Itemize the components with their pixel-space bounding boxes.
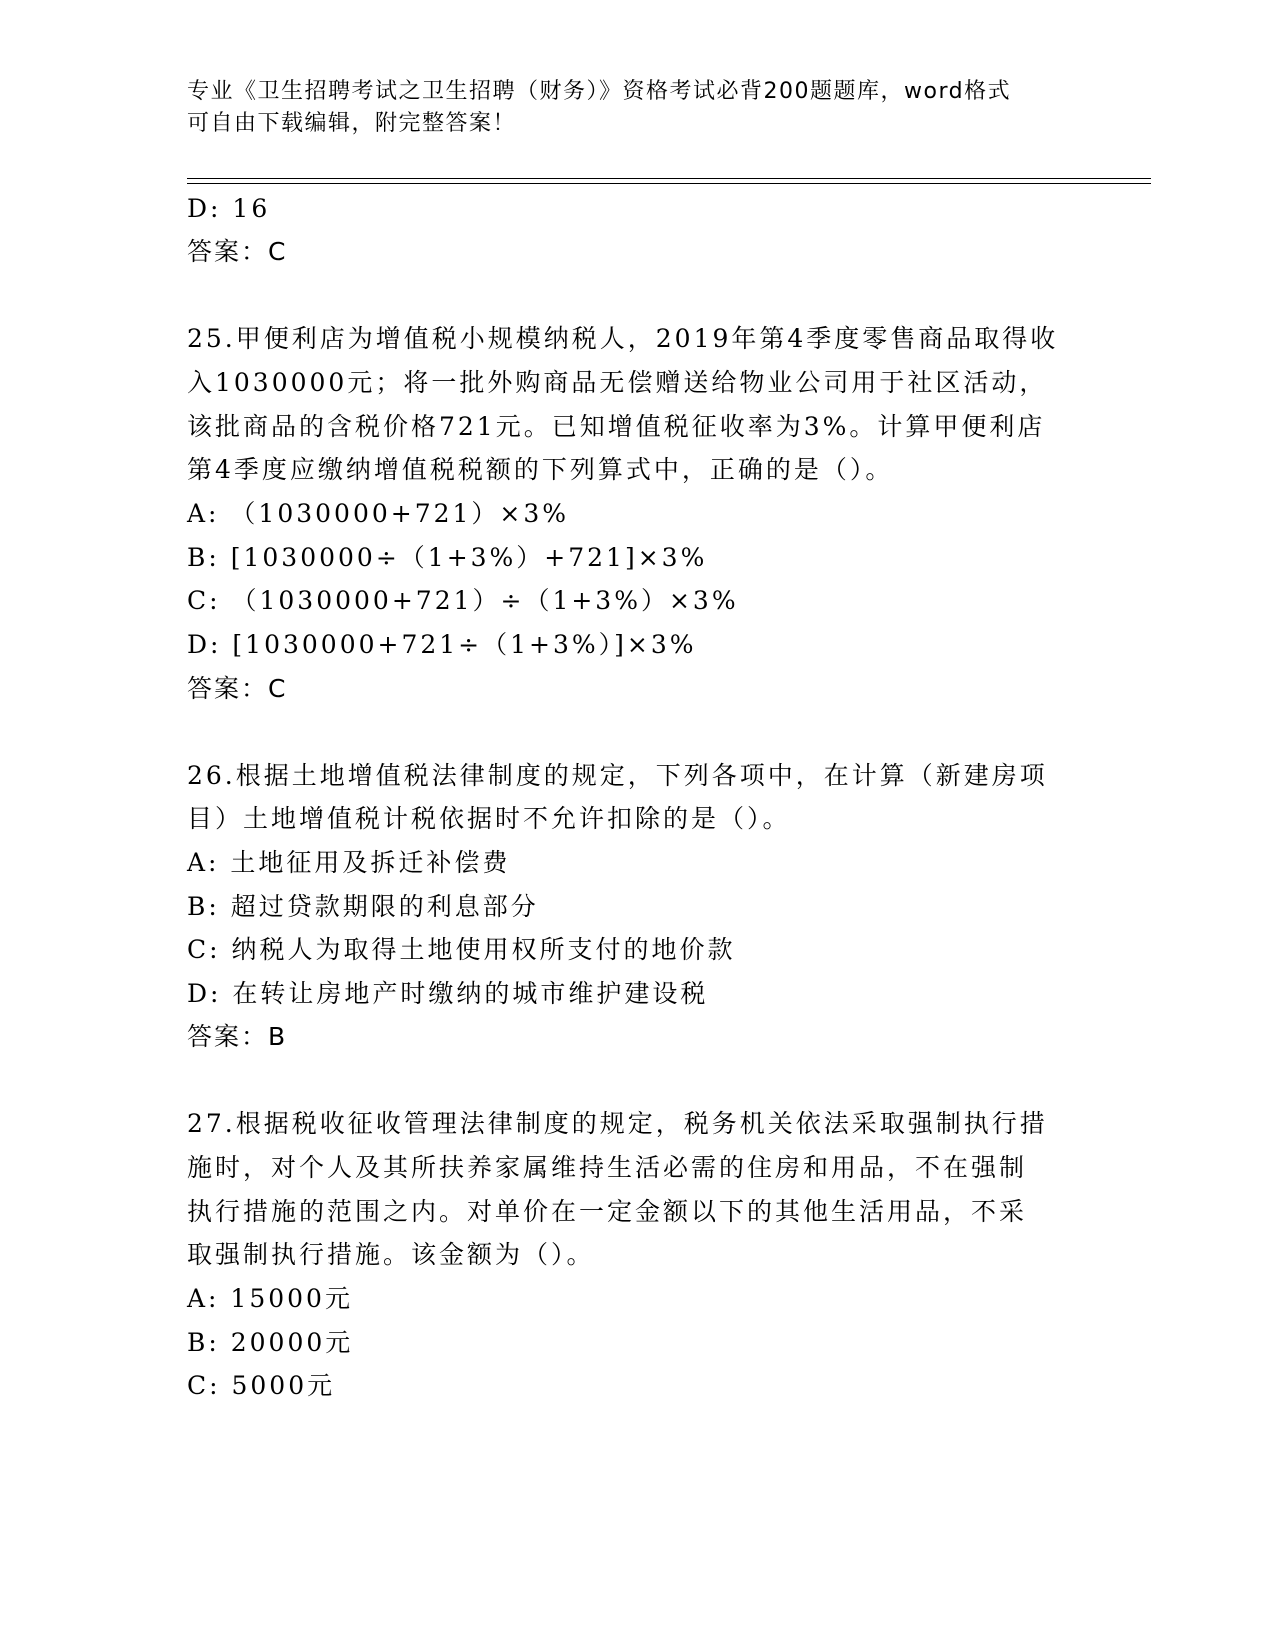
- header-divider-top: [187, 178, 1151, 179]
- q26-option-b: B: 超过贷款期限的利息部分: [187, 892, 539, 921]
- q25-stem-line-2: 入1030000元；将一批外购商品无偿赠送给物业公司用于社区活动，: [187, 368, 1048, 397]
- q25-option-d: D: [1030000+721÷（1+3%）]×3%: [187, 630, 697, 659]
- q26-option-a: A: 土地征用及拆迁补偿费: [187, 848, 511, 877]
- q27-option-a: A: 15000元: [187, 1284, 353, 1313]
- q25-option-a: A: （1030000+721）×3%: [187, 499, 570, 528]
- q27-option-c: C: 5000元: [187, 1371, 336, 1400]
- prev-answer: 答案：C: [187, 237, 288, 266]
- q26-option-d: D: 在转让房地产时缴纳的城市维护建设税: [187, 979, 709, 1008]
- q27-stem-line-2: 施时，对个人及其所扶养家属维持生活必需的住房和用品，不在强制: [187, 1153, 1028, 1182]
- q25-answer: 答案：C: [187, 674, 288, 703]
- q26-answer: 答案：B: [187, 1022, 288, 1051]
- document-header: [187, 76, 1087, 140]
- q25-option-c: C: （1030000+721）÷（1+3%）×3%: [187, 586, 739, 615]
- q27-stem-line-3: 执行措施的范围之内。对单价在一定金额以下的其他生活用品，不采: [187, 1197, 1028, 1226]
- prev-option-d: D: 16: [187, 194, 271, 223]
- q27-stem-line-1: 27.根据税收征收管理法律制度的规定，税务机关依法采取强制执行措: [187, 1109, 1048, 1138]
- q25-stem-line-4: 第4季度应缴纳增值税税额的下列算式中，正确的是（）。: [187, 455, 894, 484]
- q25-stem-line-1: 25.甲便利店为增值税小规模纳税人，2019年第4季度零售商品取得收: [187, 324, 1059, 353]
- q27-stem-line-4: 取强制执行措施。该金额为（）。: [187, 1240, 595, 1269]
- header-line-2: 可自由下载编辑，附完整答案！: [187, 111, 517, 136]
- header-line-1: 专业《卫生招聘考试之卫生招聘（财务）》资格考试必背200题题库，word格式: [187, 79, 1012, 104]
- q26-stem-line-2: 目）土地增值税计税依据时不允许扣除的是（）。: [187, 804, 791, 833]
- header-divider-bottom: [187, 183, 1151, 184]
- q25-stem-line-3: 该批商品的含税价格721元。已知增值税征收率为3%。计算甲便利店: [187, 412, 1046, 441]
- q25-option-b: B: [1030000÷（1+3%）+721]×3%: [187, 543, 708, 572]
- q26-option-c: C: 纳税人为取得土地使用权所支付的地价款: [187, 935, 736, 964]
- q26-stem-line-1: 26.根据土地增值税法律制度的规定，下列各项中，在计算（新建房项: [187, 761, 1048, 790]
- q27-option-b: B: 20000元: [187, 1328, 354, 1357]
